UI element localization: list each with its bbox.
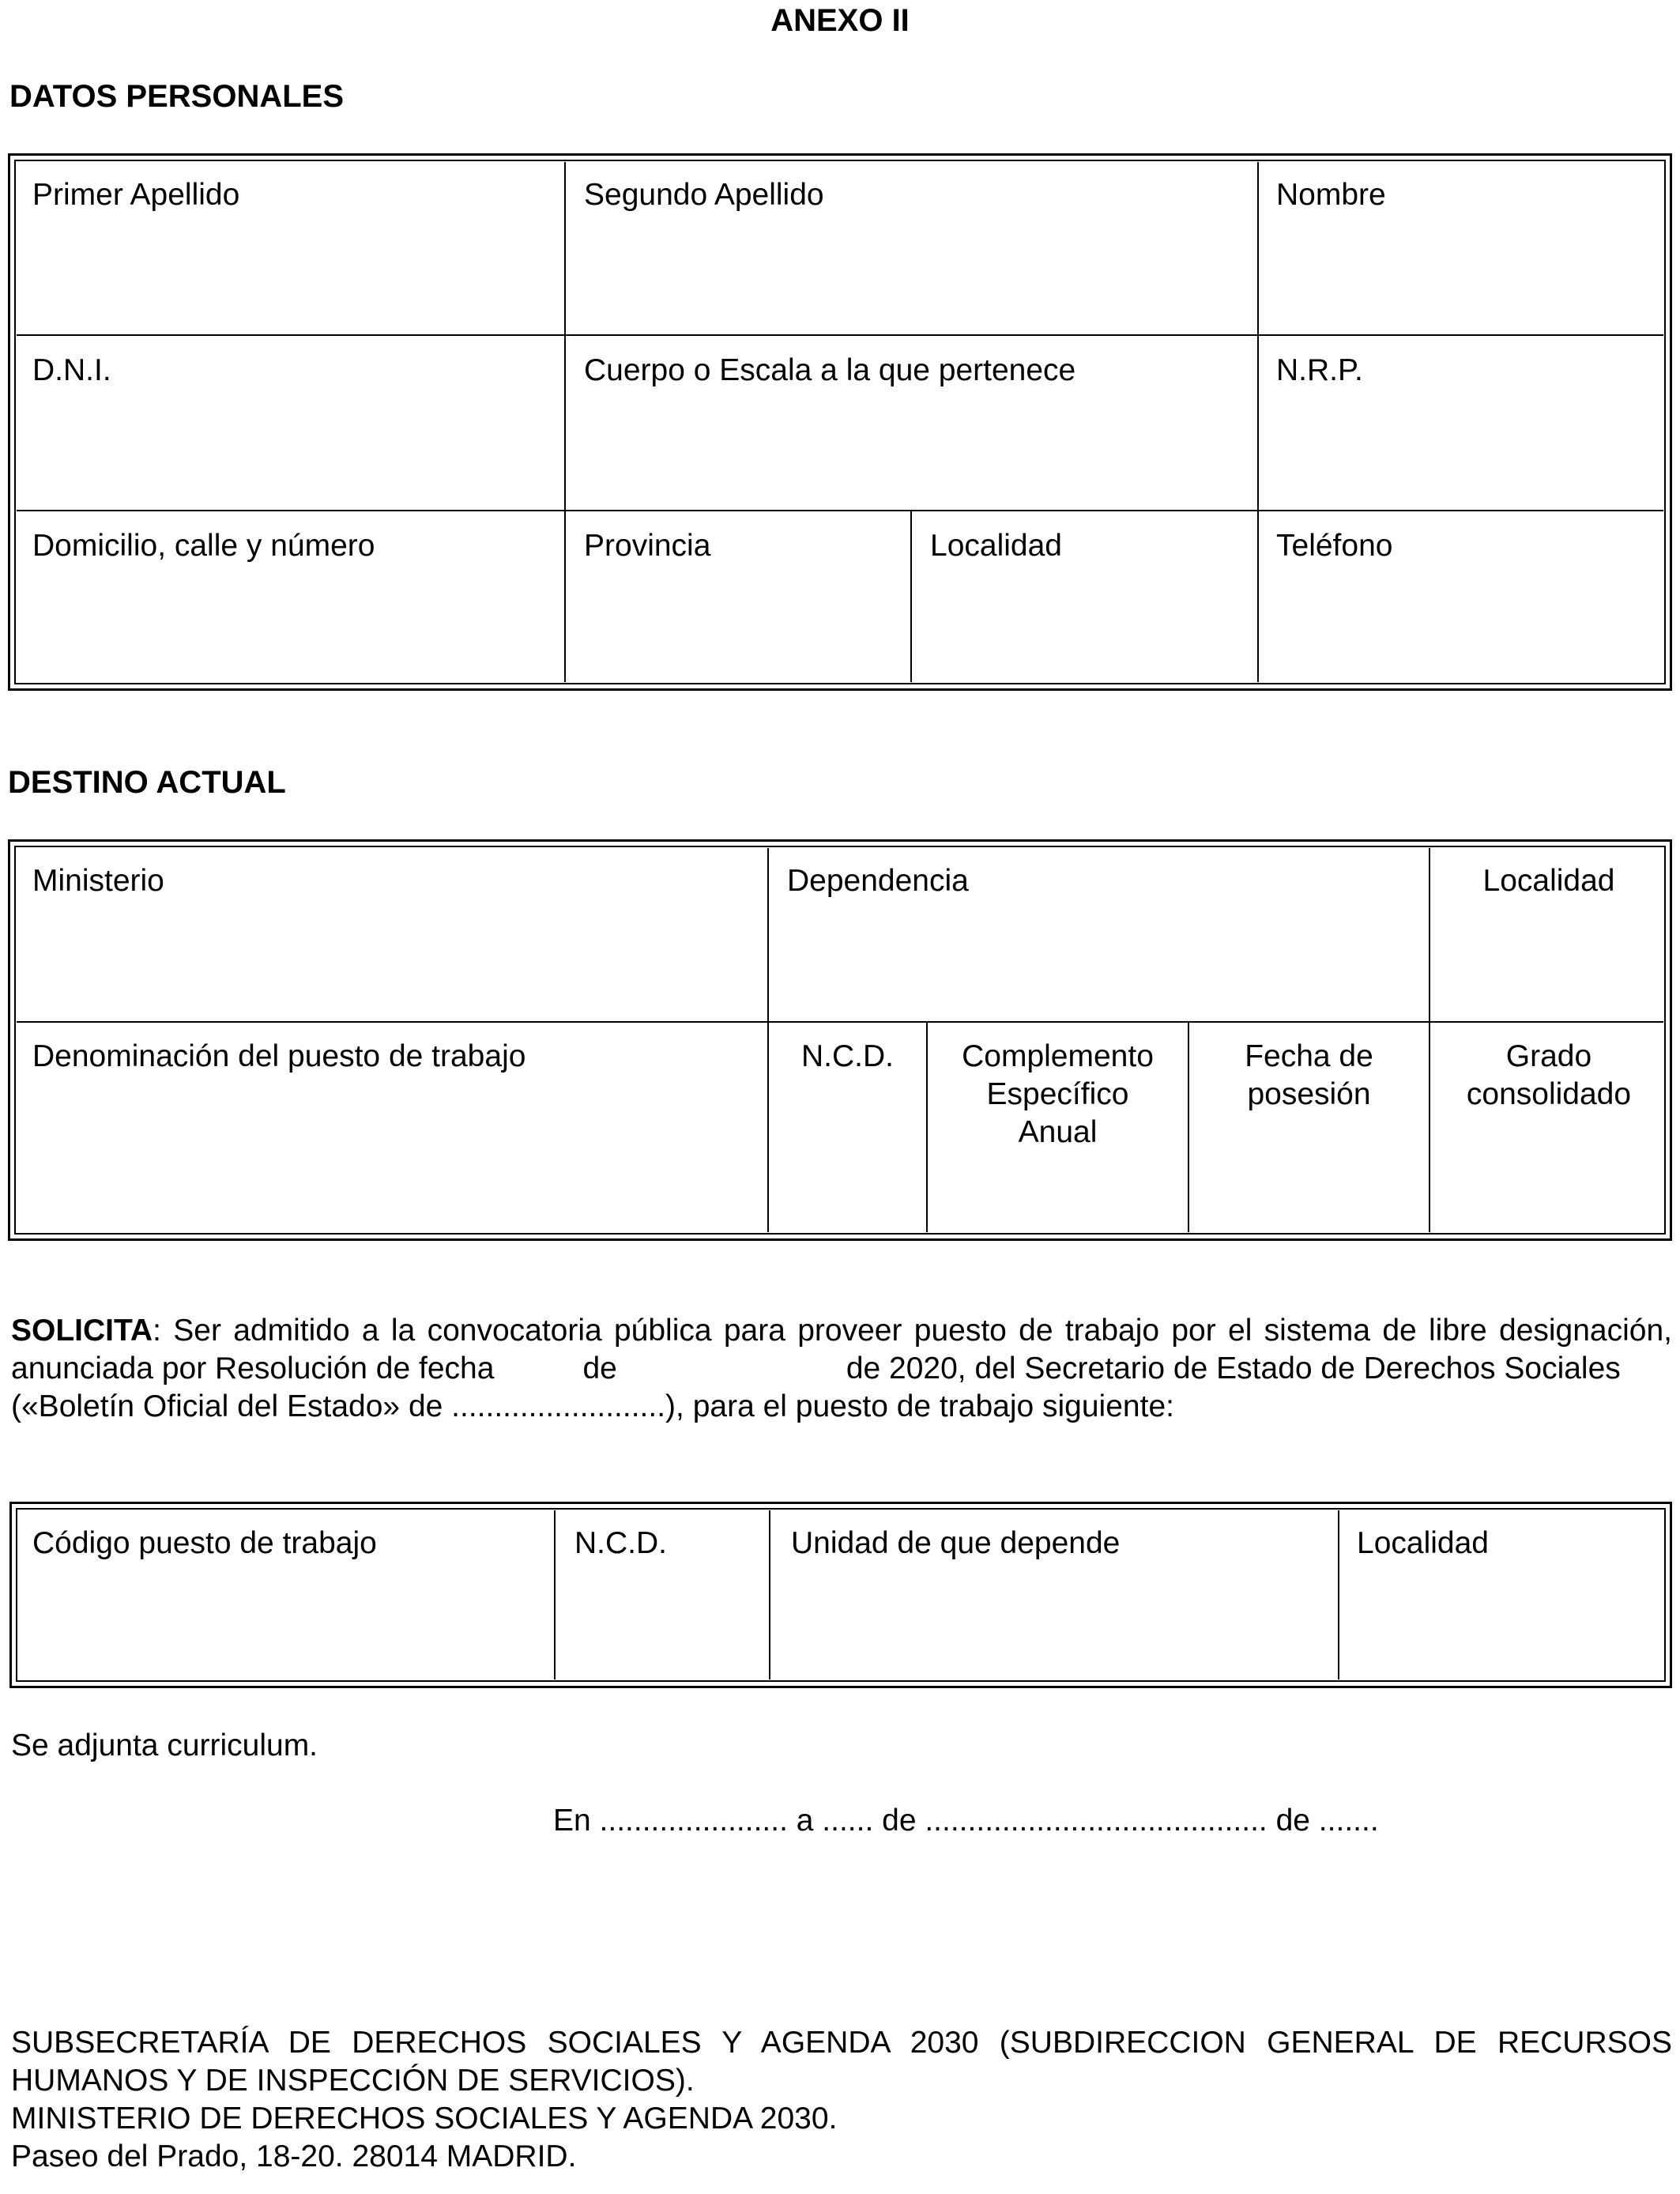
field-cuerpo-escala[interactable]: Cuerpo o Escala a la que pertenece: [584, 353, 1076, 387]
complemento-line-1: Complemento: [962, 1039, 1154, 1073]
col-divider: [564, 162, 566, 682]
field-dni[interactable]: D.N.I.: [32, 353, 111, 387]
row-divider: [17, 334, 1663, 336]
solicita-line-1: [11, 1312, 1672, 1350]
field-localidad-destino[interactable]: Localidad: [1482, 864, 1615, 898]
addressee-line-2: HUMANOS Y DE INSPECCIÓN DE SERVICIOS).: [11, 2064, 695, 2098]
date-signature-line[interactable]: En ...................... a ...... de ........................................ de .......: [553, 1804, 1379, 1838]
col-divider: [769, 1510, 770, 1679]
field-grado-consolidado[interactable]: [1430, 1038, 1667, 1114]
section-heading-datos-personales: DATOS PERSONALES: [9, 79, 345, 114]
row-divider: [17, 510, 1663, 511]
datos-personales-inner-border: [14, 160, 1666, 684]
field-nrp[interactable]: N.R.P.: [1276, 353, 1363, 387]
solicita-line-1-text: : Ser admitido a la convocatoria pública para proveer puesto de trabajo por el sistema de libre designación,: [153, 1314, 1672, 1348]
curriculum-note: Se adjunta curriculum.: [11, 1728, 318, 1762]
field-ncd-actual[interactable]: N.C.D.: [801, 1039, 894, 1073]
field-codigo-puesto[interactable]: Código puesto de trabajo: [32, 1526, 377, 1560]
field-localidad-solicitado[interactable]: Localidad: [1357, 1526, 1489, 1560]
field-fecha-posesion[interactable]: [1189, 1038, 1429, 1114]
col-divider: [1257, 162, 1259, 682]
addressee-line-1: SUBSECRETARÍA DE DERECHOS SOCIALES Y AGENDA 2030 (SUBDIRECCION GENERAL DE RECURSOS: [11, 2026, 1672, 2060]
fecha-line-1: Fecha de: [1245, 1039, 1373, 1073]
field-dependencia[interactable]: Dependencia: [787, 864, 969, 898]
field-denominacion-puesto[interactable]: Denominación del puesto de trabajo: [32, 1039, 526, 1073]
grado-line-1: Grado: [1505, 1039, 1592, 1073]
solicita-line-2: [11, 1350, 1672, 1388]
complemento-line-2: Específico: [986, 1077, 1129, 1111]
complemento-line-3: Anual: [1018, 1115, 1098, 1149]
addressee-line-3: MINISTERIO DE DERECHOS SOCIALES Y AGENDA 2030.: [11, 2102, 838, 2136]
solicita-line-3: («Boletín Oficial del Estado» de .........................), para el puesto de trabajo siguiente:: [11, 1389, 1174, 1423]
solicita-keyword: SOLICITA: [11, 1314, 153, 1348]
field-provincia[interactable]: Provincia: [584, 529, 711, 563]
section-heading-destino-actual: DESTINO ACTUAL: [8, 765, 286, 800]
field-primer-apellido[interactable]: Primer Apellido: [32, 178, 240, 212]
col-divider: [1338, 1510, 1339, 1679]
field-nombre[interactable]: Nombre: [1276, 178, 1386, 212]
field-ministerio[interactable]: Ministerio: [32, 864, 164, 898]
solicita-line-2-a: anunciada por Resolución de fecha: [11, 1351, 495, 1385]
col-divider: [554, 1510, 556, 1679]
solicita-line-2-b: de: [582, 1351, 617, 1385]
field-localidad[interactable]: Localidad: [930, 529, 1062, 563]
solicita-line-2-c: de 2020, del Secretario de Estado de Derechos Sociales: [846, 1351, 1621, 1385]
field-domicilio[interactable]: Domicilio, calle y número: [32, 529, 375, 563]
grado-line-2: consolidado: [1466, 1077, 1632, 1111]
fecha-line-2: posesión: [1247, 1077, 1371, 1111]
col-divider: [910, 510, 912, 682]
field-segundo-apellido[interactable]: Segundo Apellido: [584, 178, 824, 212]
document-title: ANEXO II: [770, 3, 910, 38]
field-ncd-solicitado[interactable]: N.C.D.: [574, 1526, 667, 1560]
field-complemento-especifico[interactable]: [928, 1038, 1188, 1152]
datos-personales-table: [8, 153, 1672, 691]
row-divider: [17, 1021, 1663, 1023]
field-unidad-depende[interactable]: Unidad de que depende: [791, 1526, 1121, 1560]
field-telefono[interactable]: Teléfono: [1276, 529, 1393, 563]
puesto-solicitado-table: [9, 1502, 1672, 1688]
destino-actual-table: [8, 839, 1672, 1241]
addressee-line-4: Paseo del Prado, 18-20. 28014 MADRID.: [11, 2139, 577, 2173]
